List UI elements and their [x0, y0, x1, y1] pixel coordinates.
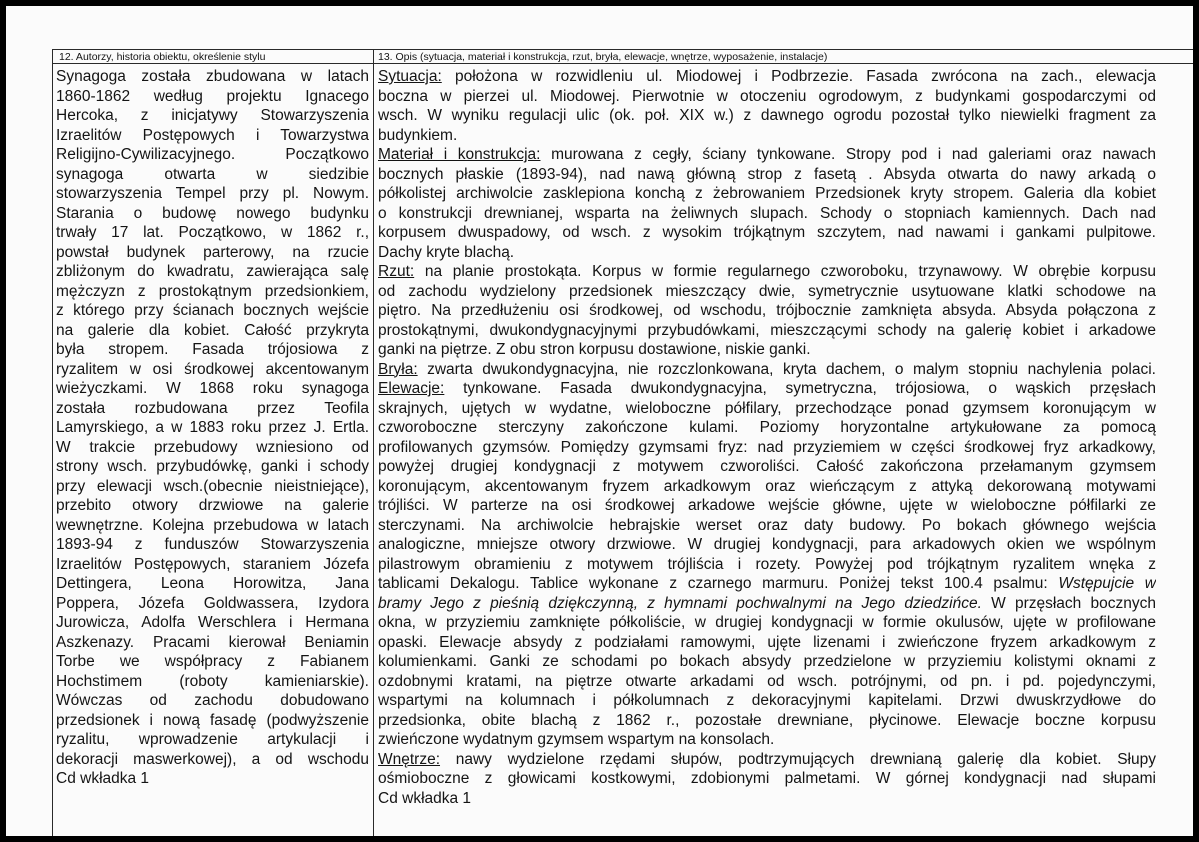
right-text-line — [378, 87, 1156, 107]
right-text-line — [378, 301, 1156, 321]
right-text-line — [378, 691, 1156, 711]
right-text-line — [378, 340, 1156, 360]
left-text-line: była stropem. Fasada trójosiowa z — [56, 341, 369, 358]
left-text-line: 1860-1862 według projektu Ignacego — [56, 87, 369, 105]
authors-history-text — [56, 67, 369, 789]
right-text-line — [378, 360, 1156, 380]
header-right: 13. Opis (sytuacja, materiał i konstrukcja, rzut, bryła, elewacje, wnętrze, wyposażenie, instalacje) — [378, 51, 828, 63]
right-text-line — [378, 711, 1156, 731]
psalm-quote: bramy Jego z pieśnią dziękczynną, z hymnami pochwalnymi na Jego dziedzińce. — [378, 594, 982, 612]
line-text: opaski. Elewacje absydy z podziałami ramowymi, ujęte lizenami i zwieńczone fryzem arkadkowym z — [378, 633, 1156, 651]
left-text-line: stowarzyszenia Tempel przy pl. Nowym. — [56, 185, 369, 202]
right-text-line — [378, 204, 1156, 224]
left-text-line: trwały 17 lat. Początkowo, w 1862 r., — [56, 224, 369, 241]
left-text-line: wewnętrzne. Kolejna przebudowa w latach — [56, 516, 369, 534]
line-text: nawy wydzielone rzędami słupów, podtrzymujących drewnianą galerię dla kobiet. Słupy — [440, 750, 1156, 768]
line-text: korpusem dwuspadowy, od wsch. z wysokim trójkątnym szczytem, nad nawami i gankami pulpitowe. — [378, 224, 1156, 241]
psalm-quote: Wstępujcie w — [1058, 575, 1156, 592]
left-text-line: strony wsch. przybudówkę, ganki i schody — [56, 458, 369, 475]
top-rule — [52, 49, 1193, 50]
right-text-line — [378, 145, 1156, 165]
right-text-line — [378, 438, 1156, 458]
line-text: zwieńczone wydatnym gzymsem wspartym na konsolach. — [378, 731, 775, 748]
right-text-line — [378, 262, 1156, 282]
line-text: kolumienkami. Ganki ze schodami po bokach absydy przedzielone w przyziemiu kolistymi oknami z — [378, 653, 1156, 670]
left-text-line: dekoracji maswerkowej), a od wschodu — [56, 750, 369, 768]
right-text-line — [378, 730, 1156, 750]
left-text-line: z którego przy ścianach bocznych wejście — [56, 302, 369, 319]
right-text-line — [378, 184, 1156, 204]
right-text-line — [378, 594, 1156, 614]
line-text: W przęsłach bocznych — [981, 594, 1156, 612]
right-text-line — [378, 243, 1156, 263]
left-text-line: Poppera, Józefa Goldwassera, Izydora — [56, 594, 369, 612]
left-text-line: Izraelitów Postępowych, staraniem Józefa — [56, 555, 369, 573]
line-text: ozdobnymi kratami, na piętrze otwarte arkadami od wsch. potrójnymi, od pn. i pd. pojedynczymi, — [378, 672, 1156, 690]
left-text-line: wieżyczkami. W 1868 roku synagoga — [56, 380, 369, 397]
left-text-line: Lamyrskiego, a w 1883 roku przez J. Ertla. — [56, 419, 369, 436]
left-text-line: przedsionek i nową fasadę (podwyższenie — [56, 711, 369, 729]
left-text-line: Wówczas od zachodu dobudowano — [56, 692, 369, 709]
right-text-line — [378, 652, 1156, 672]
left-text-line: Jurowicza, Adolfa Werschlera i Hermana — [56, 614, 369, 631]
section-label: Wnętrze: — [378, 750, 441, 768]
left-text-line: Aszkenazy. Pracami kierował Beniamin — [56, 633, 369, 651]
right-text-line — [378, 769, 1156, 789]
line-text: przedsionka, obite blachą z 1862 r., pozostałe drewniane, płycinowe. Elewacje boczne korpusu — [378, 711, 1156, 729]
line-text: czworoboczne sterczyny zakończone kulami. Poziomy horyzontalne artykułowane za pomocą — [378, 419, 1156, 436]
line-text: Dachy kryte blachą. — [378, 243, 515, 261]
column-divider — [373, 49, 374, 836]
left-text-line: na galerie dla kobiet. Całość przykryta — [56, 321, 369, 339]
description-text — [378, 67, 1156, 808]
left-text-line: mężczyzn z prostokątnym przedsionkiem, — [56, 282, 369, 300]
right-text-line — [378, 477, 1156, 497]
left-text-line: Cd wkładka 1 — [56, 770, 150, 787]
right-text-line — [378, 457, 1156, 477]
line-text: półkolistej archiwolcie zasklepiona konchą z żebrowaniem Przedsionek kryty stropem. Galeria dla kobiet — [378, 185, 1156, 202]
form-sheet — [6, 6, 1193, 836]
line-text: analogiczne, mniejsze otwory drzwiowe. W drugiej kondygnacji, para arkadowych okien we wspólnym — [378, 536, 1156, 553]
left-text-line: Hercoka, z inicjatywy Stowarzyszenia — [56, 107, 369, 124]
left-text-line: Torbe we współpracy z Fabianem — [56, 653, 369, 670]
right-text-line — [378, 399, 1156, 419]
left-text-line: Starania o budowę nowego budynku — [56, 204, 369, 222]
line-text: ośmioboczne z głowicami kostkowymi, zdobionymi palmetami. W górnej kondygnacji nad słupami — [378, 770, 1156, 787]
header-left: 12. Autorzy, historia obiektu, określenie stylu — [59, 51, 266, 63]
section-label: Sytuacja: — [378, 68, 442, 85]
right-text-line — [378, 672, 1156, 692]
right-text-line — [378, 496, 1156, 516]
left-text-line: zbliżonym do kwadratu, zawierająca salę — [56, 263, 369, 280]
header-rule — [52, 63, 1193, 64]
line-text: położona w rozwidleniu ul. Miodowej i Podbrzezie. Fasada zwrócona na zach., elewacja — [441, 68, 1156, 85]
left-text-line: Izraelitów Postępowych i Towarzystwa — [56, 126, 369, 144]
line-text: wsch. W wyniku regulacji ulic (ok. poł. XIX w.) z dawnego ogrodu pozostał tylko niewielki fragment za — [378, 107, 1156, 124]
line-text: pilastrowym obramieniu z motywem trójliścia i rozety. Powyżej pod trójkątnym ryzalitem wnęka z — [378, 555, 1156, 573]
right-text-line — [378, 418, 1156, 438]
left-text-line: Hochstimem (roboty kamieniarskie). — [56, 672, 369, 690]
section-label: Bryła: — [378, 360, 418, 378]
line-text: Cd wkładka 1 — [378, 789, 472, 807]
left-text-line: Dettingera, Leona Horowitza, Jana — [56, 575, 369, 592]
left-text-line: ryzalitu, wprowadzenie artykulacji i — [56, 731, 369, 748]
line-text: trójliści. W parterze na osi środkowej arkadowe wejście główne, ujęte w wieloboczne półfilarki ze — [378, 497, 1156, 514]
section-label: Elewacje: — [378, 380, 445, 397]
section-label: Materiał i konstrukcja: — [378, 146, 541, 163]
right-text-line — [378, 613, 1156, 633]
line-text: tablicami Dekalogu. Tablice wykonane z czarnego marmuru. Poniżej tekst 100.4 psalmu: — [378, 575, 1059, 592]
line-text: koronującym, akcentowanym fryzem arkadkowym oraz wieńczącym z attyką dekorowaną motywami — [378, 477, 1156, 495]
line-text: sterczynami. Na archiwolcie hebrajskie werset oraz daty budowy. Po bokach głównego wejścia — [378, 516, 1156, 534]
right-text-line — [378, 516, 1156, 536]
left-text-line: 1893-94 z funduszów Stowarzyszenia — [56, 536, 369, 553]
line-text: powyżej drugiej kondygnacji z motywem czworoliści. Całość zakończona przełamanym gzymsem — [378, 458, 1156, 475]
left-text-line: przy elewacji wsch.(obecnie nieistniejące), — [56, 477, 369, 495]
line-text: piętro. Na przedłużeniu osi środkowej, od wschodu, trójbocznie zamknięta absyda. Absyda połączona z — [378, 302, 1156, 319]
left-text-line: synagoga otwarta w siedzibie — [56, 165, 369, 183]
right-text-line — [378, 379, 1156, 399]
left-text-line: Synagoga została zbudowana w latach — [56, 68, 369, 85]
left-text-line: przebito otwory drzwiowe na galerie — [56, 497, 369, 514]
line-text: okna, w przyziemiu zamknięte półkoliście, w drugiej kondygnacji w formie okulusów, ujęte w profilowane — [378, 614, 1156, 631]
line-text: profilowanych gzymsów. Pomiędzy gzymsami fryz: nad przyziemiem w części środkowej fryz arkadkowy, — [378, 438, 1156, 456]
line-text: zwarta dwukondygnacyjna, nie rozczlonkowana, kryta dachem, o malym stopniu nachylenia polaci. — [417, 360, 1156, 378]
line-text: o konstrukcji drewnianej, wsparta na żeliwnych slupach. Schody o stopniach kamiennych. Dach nad — [378, 204, 1156, 222]
line-text: ganki na piętrze. Z obu stron korpusu dostawione, niskie ganki. — [378, 341, 811, 358]
left-text-line: została rozbudowana przez Teofila — [56, 399, 369, 417]
line-text: na planie prostokąta. Korpus w formie regularnego czworoboku, trzynawowy. W obrębie korpusu — [414, 263, 1156, 280]
right-text-line — [378, 633, 1156, 653]
left-text-line: Religijno-Cywilizacyjnego. Początkowo — [56, 146, 369, 163]
right-text-line — [378, 67, 1156, 87]
left-border — [52, 49, 53, 836]
right-text-line — [378, 106, 1156, 126]
line-text: tynkowane. Fasada dwukondygnacyjna, symetryczna, trójosiowa, o wąskich przęsłach — [444, 380, 1156, 397]
right-text-line — [378, 282, 1156, 302]
line-text: od zachodu wydzielony przedsionek mieszczący dwie, symetrycznie usytuowane klatki schodowe na — [378, 282, 1156, 300]
left-text-line: W trakcie przebudowy wzniesiono od — [56, 438, 369, 456]
right-text-line — [378, 223, 1156, 243]
left-text-line: ryzalitem w osi środkowej akcentowanym — [56, 360, 369, 378]
line-text: murowana z cegły, ściany tynkowane. Stropy pod i nad galeriami oraz nawach — [540, 146, 1156, 163]
line-text: bocznych płaskie (1893-94), nad nawą główną strop z fasetą . Absyda otwarta do nawy arkadą o — [378, 165, 1156, 183]
right-text-line — [378, 126, 1156, 146]
right-text-line — [378, 535, 1156, 555]
line-text: boczna w pierzei ul. Miodowej. Pierwotnie w otoczeniu ogrodowym, z budynkami gospodarczymi od — [378, 87, 1156, 105]
right-text-line — [378, 321, 1156, 341]
right-text-line — [378, 555, 1156, 575]
right-text-line — [378, 750, 1156, 770]
right-text-line — [378, 789, 1156, 809]
line-text: prostokątnymi, dwukondygnacyjnymi przybudówkami, mieszczącymi schody na galerię kobiet i arkadowe — [378, 321, 1156, 339]
line-text: budynkiem. — [378, 126, 458, 144]
left-text-line: powstał budynek parterowy, na rzucie — [56, 243, 369, 261]
right-text-line — [378, 574, 1156, 594]
line-text: wspartymi na kolumnach i półkolumnach z dekoracyjnymi kapitelami. Drzwi dwuskrzydłowe do — [378, 692, 1156, 709]
section-label: Rzut: — [378, 263, 415, 280]
line-text: skrajnych, ujętych w wydatne, wieloboczne półfilary, przechodzące ponad gzymsem koronującym w — [378, 399, 1156, 417]
right-text-line — [378, 165, 1156, 185]
